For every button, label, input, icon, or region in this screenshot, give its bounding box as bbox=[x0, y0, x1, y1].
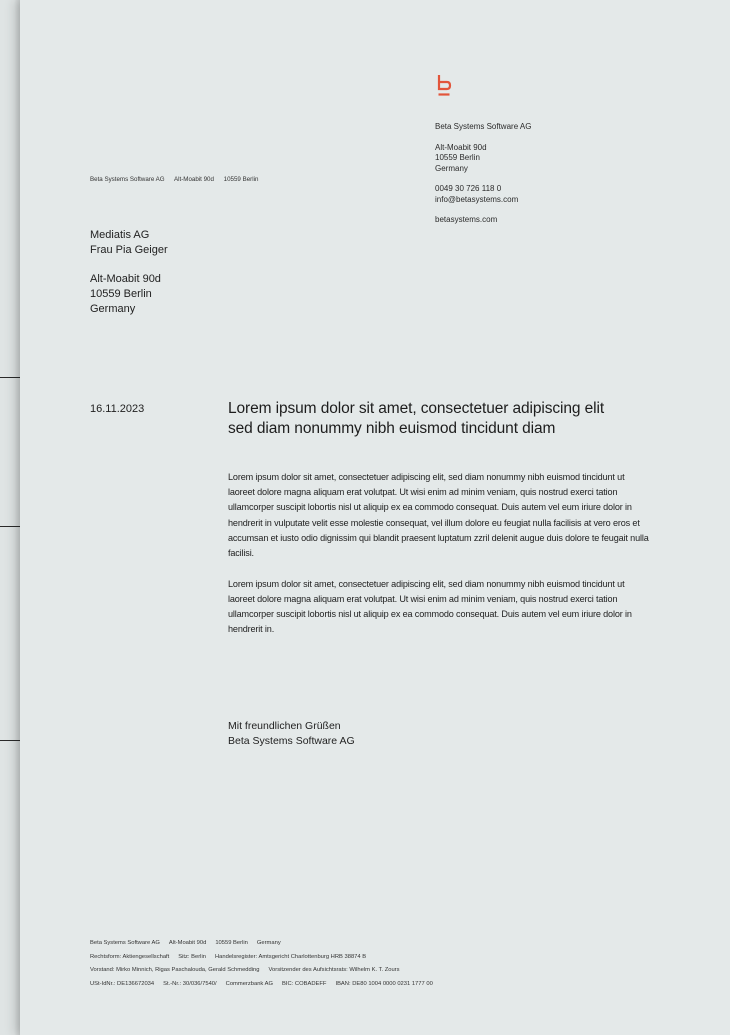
letter-subject bbox=[228, 399, 668, 438]
sender-phone: 0049 30 726 118 0 bbox=[435, 184, 502, 193]
return-city: 10559 Berlin bbox=[223, 176, 259, 183]
beta-systems-b-logo-icon bbox=[436, 75, 452, 97]
sender-email: info@betasystems.com bbox=[435, 194, 519, 204]
sender-web: betasystems.com bbox=[435, 215, 498, 224]
letter-date: 16.11.2023 bbox=[90, 403, 145, 415]
fold-mark-bottom bbox=[0, 740, 21, 741]
footer-item: Vorsitzender des Aufsichtsrats: Wilhelm K. T. Zours bbox=[268, 967, 400, 973]
footer-item: IBAN: DE80 1004 0000 0231 1777 00 bbox=[335, 980, 433, 987]
footer-item: Vorstand: Mirko Minnich, Rigas Paschalouda, Gerald Schmedding bbox=[90, 967, 260, 973]
footer-item: 10559 Berlin bbox=[215, 940, 248, 946]
closing-signature: Beta Systems Software AG bbox=[228, 735, 355, 747]
letter-body bbox=[228, 470, 653, 653]
sender-city: 10559 Berlin bbox=[435, 153, 480, 162]
letter-footer bbox=[90, 937, 442, 991]
footer-item: Alt-Moabit 90d bbox=[168, 940, 207, 946]
letter-closing bbox=[228, 719, 355, 749]
footer-line-1 bbox=[90, 937, 442, 951]
return-street: Alt-Moabit 90d bbox=[174, 176, 214, 183]
body-paragraph-2: Lorem ipsum dolor sit amet, consectetuer adipiscing elit, sed diam nonummy nibh euismod tincidunt ut laoreet dolore magna aliquam erat volutpat. Ut wisi enim ad minim veniam, quis nostrud exerci tation ullamcorper suscipit lobortis nisl ut aliquip ex ea commodo consequat. Duis autem vel eum iriure dolor in hendrerit in. bbox=[228, 578, 632, 635]
recipient-country: Germany bbox=[90, 303, 136, 315]
sender-country: Germany bbox=[435, 163, 468, 173]
sender-street: Alt-Moabit 90d bbox=[435, 142, 487, 152]
footer-item: St.-Nr.: 30/036/7540/ bbox=[163, 980, 217, 987]
recipient-contact: Frau Pia Geiger bbox=[90, 244, 168, 256]
footer-item: Germany bbox=[256, 940, 281, 946]
recipient-street: Alt-Moabit 90d bbox=[90, 273, 161, 285]
footer-item: Handelsregister: Amtsgericht Charlottenburg HRB 38874 B bbox=[214, 953, 367, 960]
footer-item: Beta Systems Software AG bbox=[90, 940, 160, 946]
return-address-line bbox=[90, 176, 266, 183]
return-company: Beta Systems Software AG bbox=[90, 176, 165, 183]
footer-item: BIC: COBADEFF bbox=[282, 980, 327, 987]
punch-mark bbox=[0, 526, 21, 527]
recipient-city: 10559 Berlin bbox=[90, 288, 152, 300]
closing-greeting: Mit freundlichen Grüßen bbox=[228, 720, 341, 732]
footer-item: Sitz: Berlin bbox=[178, 953, 206, 960]
recipient-address bbox=[90, 228, 168, 317]
subject-line-1: Lorem ipsum dolor sit amet, consectetuer adipiscing elit bbox=[228, 400, 605, 417]
subject-line-2: sed diam nonummy nibh euismod tincidunt diam bbox=[228, 419, 556, 437]
footer-line-2 bbox=[90, 951, 442, 965]
sender-block bbox=[435, 122, 531, 226]
footer-item: Rechtsform: Aktiengesellschaft bbox=[90, 953, 170, 960]
footer-item: Commerzbank AG bbox=[225, 980, 273, 987]
footer-item: USt-IdNr.: DE136672034 bbox=[90, 980, 155, 987]
fold-mark-top bbox=[0, 377, 21, 378]
footer-line-4 bbox=[90, 978, 442, 992]
footer-line-3 bbox=[90, 964, 442, 978]
recipient-company: Mediatis AG bbox=[90, 229, 150, 241]
sender-company: Beta Systems Software AG bbox=[435, 122, 532, 131]
body-paragraph-1: Lorem ipsum dolor sit amet, consectetuer adipiscing elit, sed diam nonummy nibh euismod tincidunt ut laoreet dolore magna aliquam erat volutpat. Ut wisi enim ad minim veniam, quis nostrud exerci tation ullamcorper suscipit lobortis nisl ut aliquip ex ea commodo consequat. Duis autem vel eum iriure dolor in hendrerit in vulputate velit esse molestie consequat, vel illum dolore eu feugiat nulla facilisis at vero eros et accumsan et iusto odio dignissim qui blandit praesent luptatum zzril delenit augue duis dolore te feugait nulla facilisi. bbox=[228, 472, 649, 559]
